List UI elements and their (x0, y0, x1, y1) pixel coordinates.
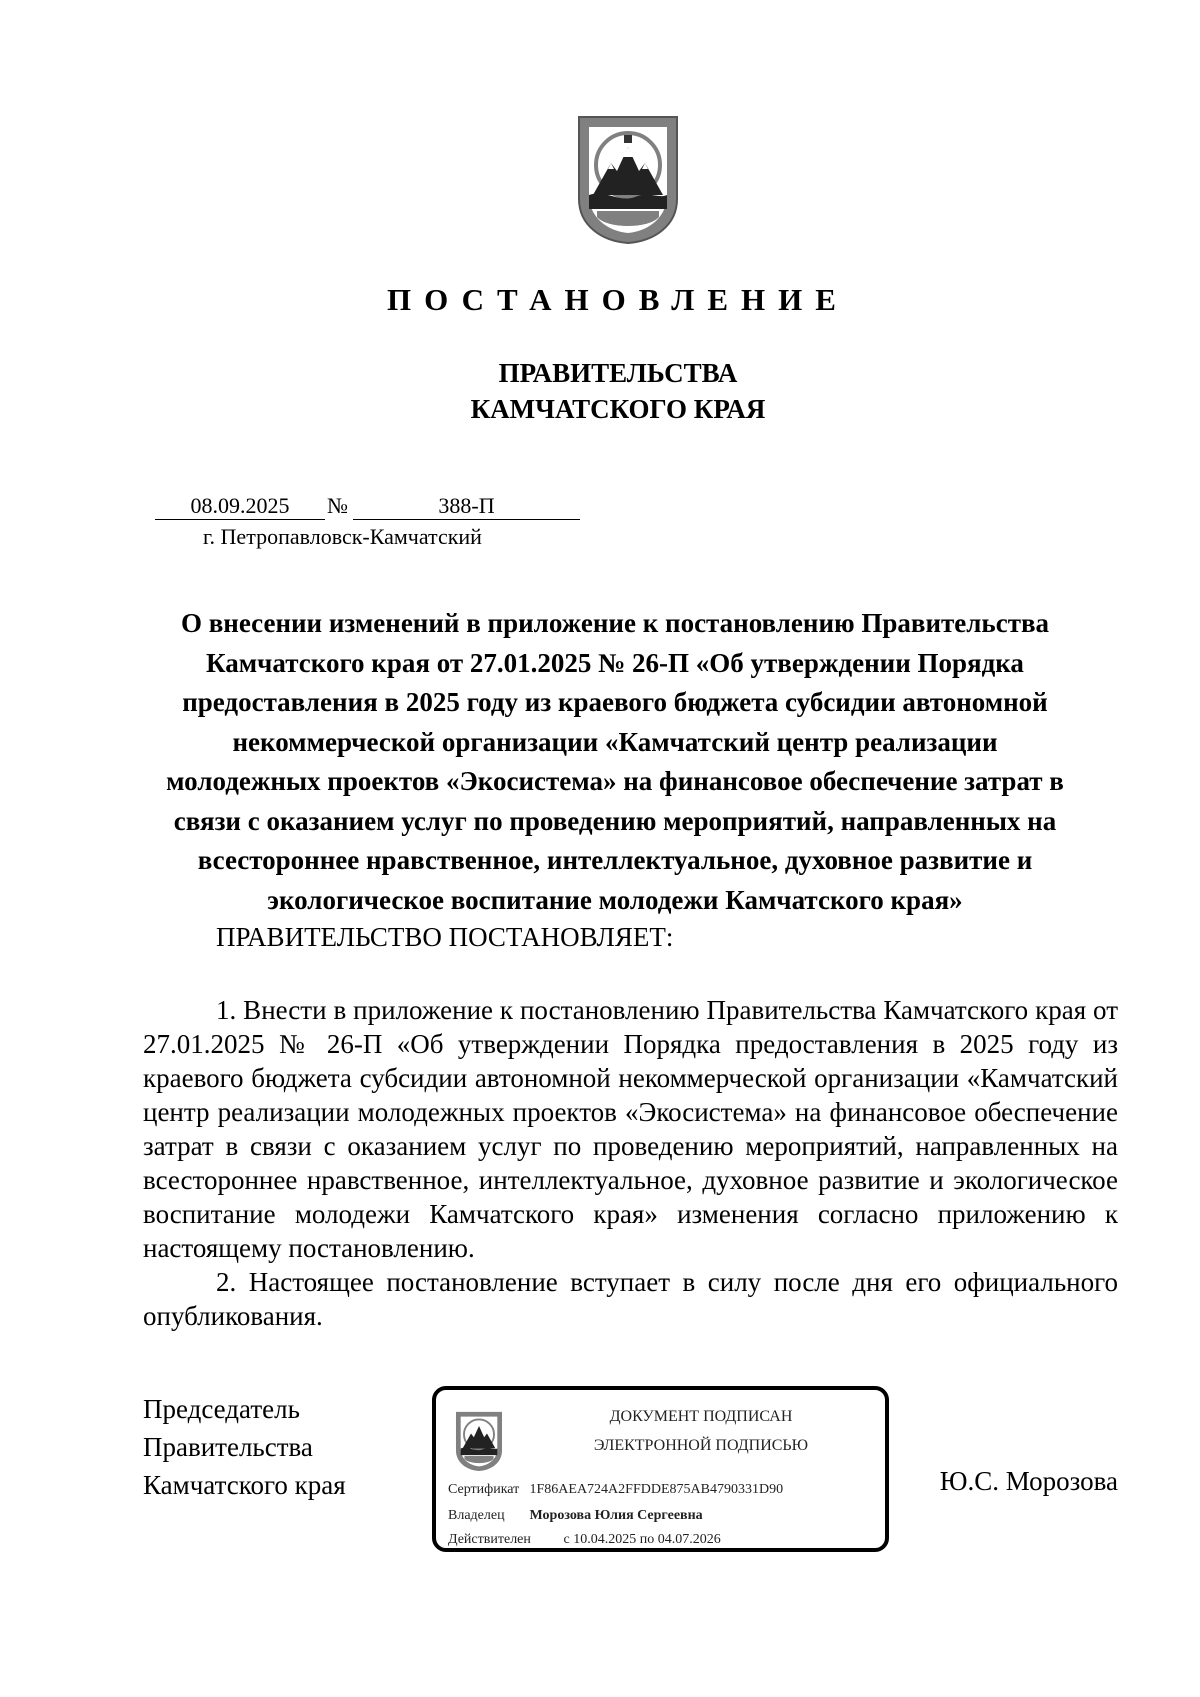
subtitle-line: КАМЧАТСКОГО КРАЯ (470, 394, 766, 424)
heading-line: некоммерческой организации «Камчатский центр реализации (232, 726, 998, 757)
document-number: 388-П (353, 492, 580, 520)
coat-of-arms-icon (575, 113, 681, 245)
number-sign: № (327, 493, 348, 518)
signer-position-line: Камчатского края (143, 1470, 346, 1500)
signer-position (143, 1390, 346, 1504)
stamp-emblem-icon (454, 1410, 504, 1472)
validity-label: Действителен (448, 1532, 531, 1547)
owner-label: Владелец (448, 1508, 505, 1523)
valid-to: 04.07.2026 (657, 1532, 721, 1547)
heading-line: всестороннее нравственное, интеллектуальное, духовное развитие и (197, 845, 1033, 875)
signer-position-line: Правительства (143, 1432, 313, 1462)
heading-line: предоставления в 2025 году из краевого бюджета субсидии автономной (182, 687, 1048, 717)
document-subtitle (0, 355, 1200, 427)
signer-position-line: Председатель (143, 1394, 300, 1424)
document-title: ПОСТАНОВЛЕНИЕ (387, 282, 849, 317)
stamp-validity-row (448, 1532, 721, 1548)
body-paragraph: 1. Внести в приложение к постановлению Правительства Камчатского края от 27.01.2025 № 26-П «Об утверждении Порядка предоставления в 2025 году из краевого бюджета субсидии автономной некоммерческой организации «Камчатский центр реализации молодежных проектов «Экосистема» на финансовое обеспечение затрат в связи с оказанием услуг по проведению мероприятий, направленных на всестороннее нравственное, интеллектуальное, духовное развитие и экологическое воспитание молодежи Камчатского края» изменения согласно приложению к настоящему постановлению. (143, 995, 1118, 1263)
stamp-heading-line: ЭЛЕКТРОННОЙ ПОДПИСЬЮ (593, 1437, 809, 1454)
heading-line: молодежных проектов «Экосистема» на финансовое обеспечение затрат в (166, 766, 1064, 796)
body-paragraph: 2. Настоящее постановление вступает в силу после дня его официального опубликования. (143, 1267, 1118, 1331)
valid-to-prefix: по (639, 1532, 655, 1547)
certificate-label: Сертификат (448, 1482, 520, 1497)
stamp-owner-row (448, 1508, 703, 1524)
stamp-certificate-row (448, 1482, 783, 1498)
document-heading (130, 604, 1100, 920)
valid-from-prefix: с (563, 1532, 570, 1547)
heading-line: О внесении изменений в приложение к постановлению Правительства (180, 608, 1050, 638)
heading-line: связи с оказанием услуг по проведению мероприятий, направленных на (173, 805, 1057, 836)
owner-value: Морозова Юлия Сергеевна (529, 1508, 703, 1523)
certificate-value: 1F86AEA724A2FFDDE875AB4790331D90 (529, 1482, 784, 1497)
document-city: г. Петропавловск-Камчатский (203, 524, 482, 549)
stamp-heading-line: ДОКУМЕНТ ПОДПИСАН (609, 1408, 793, 1425)
signer-name: Ю.С. Морозова (939, 1466, 1118, 1496)
stamp-heading (516, 1402, 886, 1460)
document-date: 08.09.2025 (155, 492, 325, 520)
heading-line: экологическое воспитание молодежи Камчатского края» (267, 884, 963, 915)
valid-from: 10.04.2025 (573, 1532, 637, 1547)
subtitle-line: ПРАВИТЕЛЬСТВА (498, 358, 738, 388)
date-number-line (155, 492, 580, 520)
document-body (143, 993, 1118, 1333)
decree-statement: ПРАВИТЕЛЬСТВО ПОСТАНОВЛЯЕТ: (216, 922, 674, 952)
heading-line: Камчатского края от 27.01.2025 № 26-П «Об утверждении Порядка (206, 647, 1024, 678)
electronic-signature-stamp (432, 1386, 889, 1552)
